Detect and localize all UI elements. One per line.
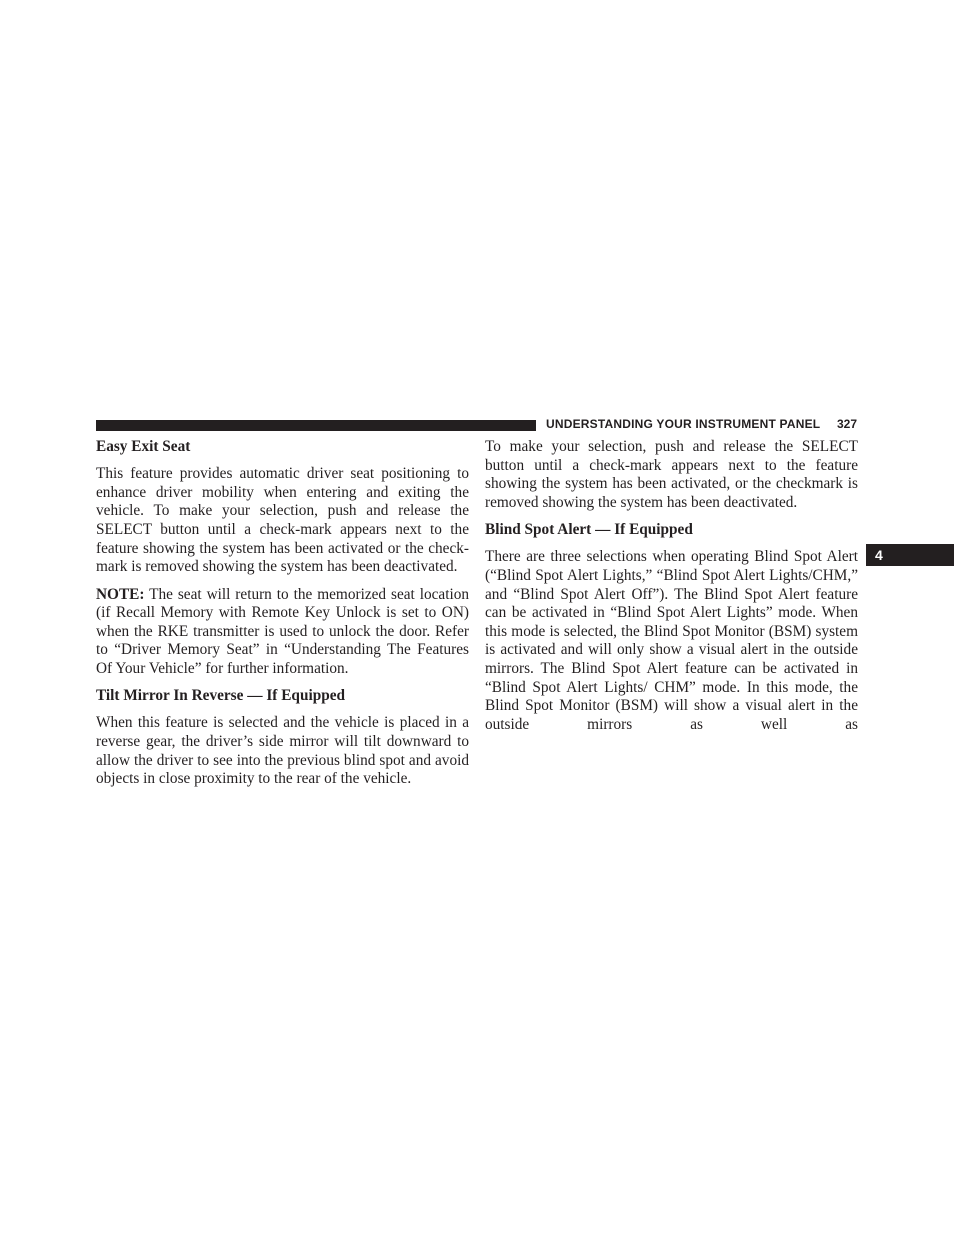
left-column [96, 438, 469, 798]
note-label: NOTE: [96, 585, 145, 603]
easy-exit-seat-heading: Easy Exit Seat [96, 438, 191, 455]
right-column [485, 438, 858, 743]
easy-exit-seat-paragraph: This feature provides automatic driver seat positioning to enhance driver mobility when entering and exiting the vehicle. To make your selection, push and release the SELECT button until a check-mark appears next to the feature showing the system has been activated or the check-mark is removed showing the system has been deactivated. [96, 465, 469, 576]
tilt-mirror-paragraph: When this feature is selected and the vehicle is placed in a reverse gear, the driver’s side mirror will tilt downward to allow the driver to see into the previous blind spot and avoid objects in close proximity to the rear of the vehicle. [96, 714, 469, 788]
blind-spot-alert-paragraph: There are three selections when operating Blind Spot Alert (“Blind Spot Alert Lights,” “Blind Spot Alert Lights/CHM,” and “Blind Spot Alert Off”). The Blind Spot Alert feature can be activated in “Blind Spot Alert Lights” mode. When this mode is selected, the Blind Spot Monitor (BSM) system is activated and will only show a visual alert in the outside mirrors. The Blind Spot Alert feature can be activated in “Blind Spot Alert Lights/ CHM” mode. In this mode, the Blind Spot Monitor (BSM) will show a visual alert in the outside mirrors as well as [485, 548, 858, 733]
page-number: 327 [837, 417, 858, 431]
tilt-mirror-continued-paragraph: To make your selection, push and release the SELECT button until a check-mark appears next to the feature showing the system has been activated, or the checkmark is removed showing the system has been deactivated. [485, 438, 858, 511]
chapter-tab: 4 [866, 544, 954, 566]
blind-spot-alert-heading: Blind Spot Alert — If Equipped [485, 521, 693, 539]
note-text: The seat will return to the memorized seat location (if Recall Memory with Remote Key Unlock is set to ON) when the RKE transmitter is used to unlock the door. Refer to “Driver Memory Seat” in “Understanding The Features Of Your Vehicle” for further information. [96, 585, 469, 677]
tilt-mirror-heading: Tilt Mirror In Reverse — If Equipped [96, 687, 346, 705]
running-header-title: UNDERSTANDING YOUR INSTRUMENT PANEL [546, 417, 821, 431]
header-rule [96, 420, 536, 431]
note-paragraph [96, 586, 469, 679]
